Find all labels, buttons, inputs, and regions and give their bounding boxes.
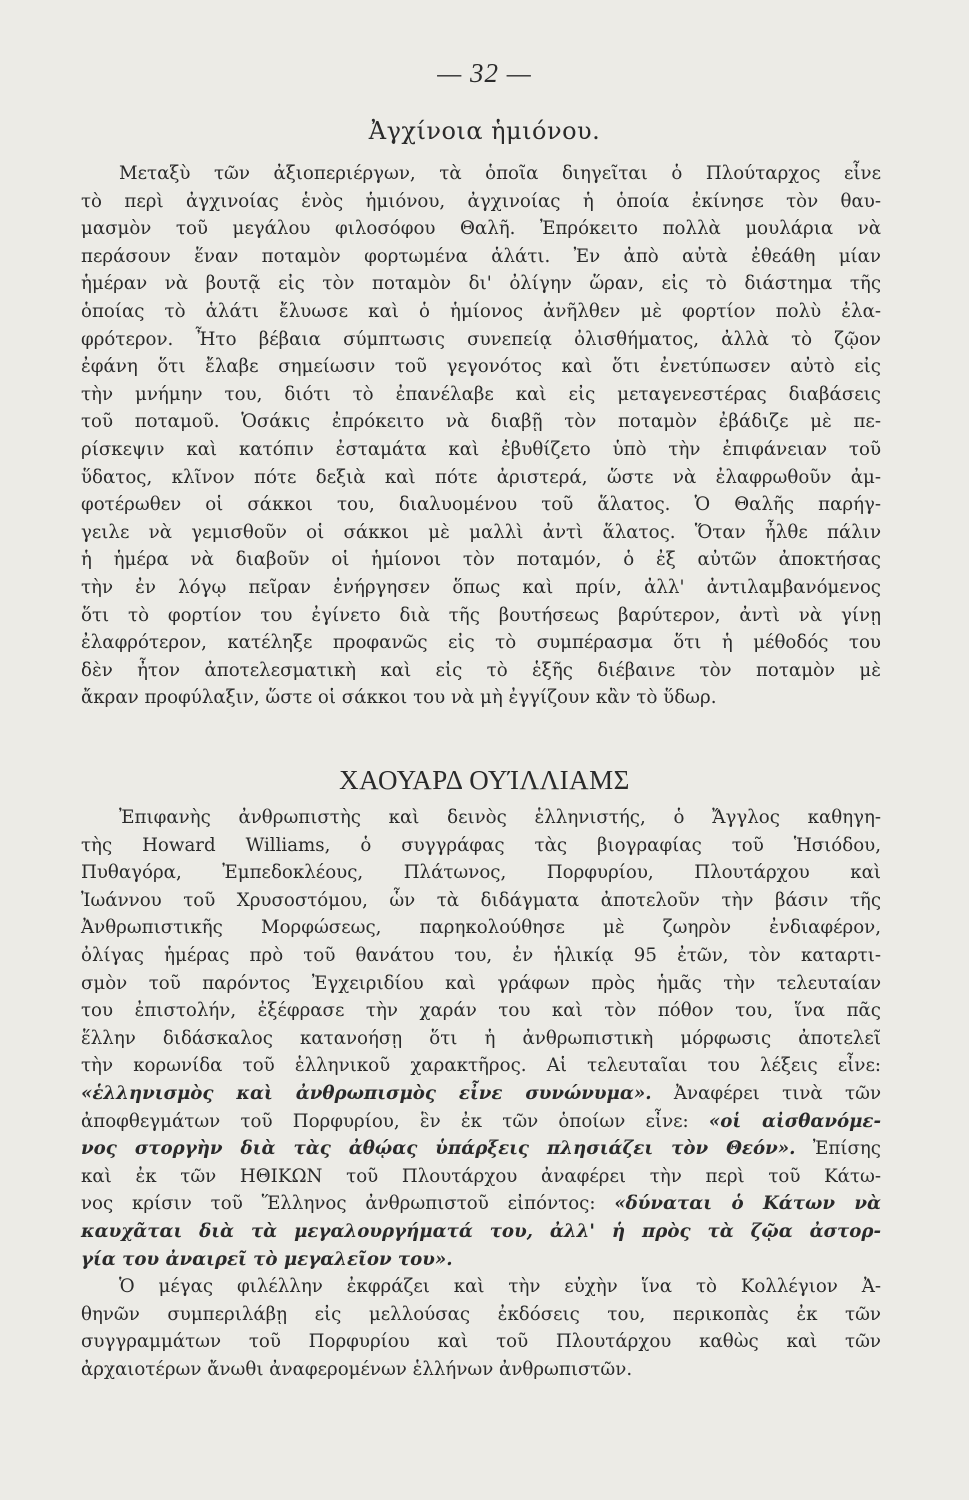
text-line: τοῦ ποταμοῦ. Ὁσάκις ἐπρόκειτο νὰ διαβῇ τὸν ποταμὸν ἐβάδιζε μὲ πε- xyxy=(81,411,881,433)
text-run: Ἐπίσης xyxy=(795,1138,881,1160)
text-line xyxy=(81,1080,881,1108)
text-line: γειλε νὰ γεμισθοῦν οἱ σάκκοι μὲ μαλλὶ ἀντὶ ἅλατος. Ὅταν ἦλθε πάλιν xyxy=(81,521,881,543)
text-line: τὴν ἐν λόγῳ πεῖραν ἐνήργησεν ὅπως καὶ πρίν, ἀλλ' ἀντιλαμβανόμενος xyxy=(81,576,881,598)
text-line: φρότερον. Ἦτο βέβαια σύμπτωσις συνεπείᾳ ὀλισθήματος, ἀλλὰ τὸ ζῷον xyxy=(81,328,881,350)
text-line: ἡμέραν νὰ βουτᾷ εἰς τὸν ποταμὸν δι' ὀλίγην ὥραν, εἰς τὸ διάστημα τῆς xyxy=(81,273,881,295)
section-title-anchinoia: Ἀγχίνοια ἡμιόνου. xyxy=(368,117,601,145)
text-line: καυχᾶται διὰ τὰ μεγαλουργήματά του, ἀλλ' ἡ πρὸς τὰ ζῷα ἀστορ- xyxy=(81,1220,881,1242)
text-line: ἐλαφρότερον, κατέληξε προφανῶς εἰς τὸ συμπέρασμα ὅτι ἡ μέθοδός του xyxy=(81,632,881,654)
text-run: Ἀναφέρει τινὰ τῶν xyxy=(651,1082,882,1104)
text-line xyxy=(81,1190,881,1218)
text-line: Ἰωάννου τοῦ Χρυσοστόμου, ὧν τὰ διδάγματα ἀποτελοῦν τὴν βάσιν τῆς xyxy=(81,889,881,911)
section2-paragraphs xyxy=(81,804,881,1383)
text-run: νος κρίσιν τοῦ Ἕλληνος ἀνθρωπιστοῦ εἰπόντος: xyxy=(81,1193,615,1215)
section-title-howard-williams: ΧΑΟΥΑΡΔ ΟΥΊΛΛΙΑΜΣ xyxy=(339,765,630,795)
text-line: ρίσκεψιν καὶ κατόπιν ἐσταμάτα καὶ ἐβυθίζετο ὑπὸ τὴν ἐπιφάνειαν τοῦ xyxy=(81,438,881,460)
page-number: — 32 — xyxy=(437,58,532,88)
text-line: Μεταξὺ τῶν ἀξιοπεριέργων, τὰ ὁποῖα διηγεῖται ὁ Πλούταρχος εἶνε xyxy=(119,163,881,184)
text-run: ἀποφθεγμάτων τοῦ Πορφυρίου, ἓν ἐκ τῶν ὁποίων εἶνε: xyxy=(81,1110,709,1132)
text-line: ὀλίγας ἡμέρας πρὸ τοῦ θανάτου του, ἐν ἡλικίᾳ 95 ἐτῶν, τὸν καταρτι- xyxy=(81,944,881,966)
text-line: θηνῶν συμπεριλάβῃ εἰς μελλούσας ἐκδόσεις του, περικοπὰς ἐκ τῶν xyxy=(81,1303,881,1325)
text-line: Ἀνθρωπιστικῆς Μορφώσεως, παρηκολούθησε μὲ ζωηρὸν ἐνδιαφέρον, xyxy=(81,917,881,939)
text-line: ἡ ἡμέρα νὰ διαβοῦν οἱ ἡμίονοι τὸν ποταμόν, ὁ ἐξ αὐτῶν ἀποκτήσας xyxy=(81,549,881,571)
text-line: ἄκραν προφύλαξιν, ὥστε οἱ σάκκοι του νὰ μὴ ἐγγίζουν κἂν τὸ ὕδωρ. xyxy=(81,687,717,709)
text-line: ὕδατος, κλῖνον πότε δεξιὰ καὶ πότε ἀριστερά, ὥστε νὰ ἐλαφρωθοῦν ἀμ- xyxy=(81,466,881,488)
text-line: ἀρχαιοτέρων ἄνωθι ἀναφερομένων ἑλλήνων ἀνθρωπιστῶν. xyxy=(81,1358,633,1380)
text-line: Ἐπιφανὴς ἀνθρωπιστὴς καὶ δεινὸς ἑλληνιστής, ὁ Ἄγγλος καθηγη- xyxy=(119,807,881,828)
text-line: σμὸν τοῦ παρόντος Ἐγχειριδίου καὶ γράφων πρὸς ἡμᾶς τὴν τελευταίαν xyxy=(81,972,881,994)
text-line: Ὁ μέγας φιλέλλην ἐκφράζει καὶ τὴν εὐχὴν ἵνα τὸ Κολλέγιον Ἀ- xyxy=(119,1276,881,1298)
text-line: μασμὸν τοῦ μεγάλου φιλοσόφου Θαλῆ. Ἐπρόκειτο πολλὰ μουλάρια νὰ xyxy=(81,218,881,240)
text-line: φοτέρωθεν οἱ σάκκοι του, διαλυομένου τοῦ ἅλατος. Ὁ Θαλῆς παρήγ- xyxy=(81,494,881,516)
text-line: Πυθαγόρα, Ἐμπεδοκλέους, Πλάτωνος, Πορφυρίου, Πλουτάρχου καὶ xyxy=(81,862,881,884)
text-line: περάσουν ἕναν ποταμὸν φορτωμένα ἁλάτι. Ἐν ἀπὸ αὐτὰ ἐθεάθη μίαν xyxy=(81,245,881,267)
text-line: καὶ ἐκ τῶν ΗΘΙΚΩΝ τοῦ Πλουτάρχου ἀναφέρει τὴν περὶ τοῦ Κάτω- xyxy=(81,1165,881,1187)
quote-bold: «δύναται ὁ Κάτων νὰ xyxy=(614,1193,881,1215)
text-line: του ἐπιστολήν, ἐξέφρασε τὴν χαράν του καὶ τὸν πόθον του, ἵνα πᾶς xyxy=(81,1000,881,1022)
text-line: τὸ περὶ ἀγχινοίας ἑνὸς ἡμιόνου, ἀγχινοίας ἡ ὁποία ἐκίνησε τὸν θαυ- xyxy=(81,190,881,212)
text-line: τὴν μνήμην του, διότι τὸ ἐπανέλαβε καὶ εἰς μεταγενεστέρας διαβάσεις xyxy=(81,383,881,405)
quote-bold: «ἑλληνισμὸς καὶ ἀνθρωπισμὸς εἶνε συνώνυμα». xyxy=(81,1082,652,1104)
quote-bold: «οἱ αἰσθανόμε- xyxy=(708,1110,881,1132)
text-line xyxy=(81,1108,881,1136)
quote-bold: νος στοργὴν διὰ τὰς ἀθῴας ὑπάρξεις πλησιάζει τὸν Θεόν». xyxy=(81,1138,796,1160)
text-line: τὴς Howard Williams, ὁ συγγράφας τὰς βιογραφίας τοῦ Ἡσιόδου, xyxy=(81,834,881,856)
text-line: συγγραμμάτων τοῦ Πορφυρίου καὶ τοῦ Πλουτάρχου καθὼς καὶ τῶν xyxy=(81,1331,881,1353)
text-line: ὅτι τὸ φορτίον του ἐγίνετο διὰ τῆς βουτήσεως βαρύτερον, ἀντὶ νὰ γίνῃ xyxy=(81,604,881,626)
section1-paragraph xyxy=(81,160,881,712)
text-line: τὴν κορωνίδα τοῦ ἑλληνικοῦ χαρακτῆρος. Αἱ τελευταῖαι του λέξεις εἶνε: xyxy=(81,1055,881,1077)
text-line: ὁποίας τὸ ἁλάτι ἔλυωσε καὶ ὁ ἡμίονος ἀνῆλθεν μὲ φορτίον πολὺ ἐλα- xyxy=(81,300,881,322)
text-line: ἕλλην διδάσκαλος κατανοήσῃ ὅτι ἡ ἀνθρωπιστικὴ μόρφωσις ἀποτελεῖ xyxy=(81,1027,881,1049)
text-line: γία του ἀναιρεῖ τὸ μεγαλεῖον του». xyxy=(81,1248,453,1270)
text-line: δὲν ἦτον ἀποτελεσματικὴ καὶ εἰς τὸ ἑξῆς διέβαινε τὸν ποταμὸν μὲ xyxy=(81,659,881,681)
text-line xyxy=(81,1135,881,1163)
text-line: ἐφάνη ὅτι ἔλαβε σημείωσιν τοῦ γεγονότος καὶ ὅτι ἐνετύπωσεν αὐτὸ εἰς xyxy=(81,356,881,378)
